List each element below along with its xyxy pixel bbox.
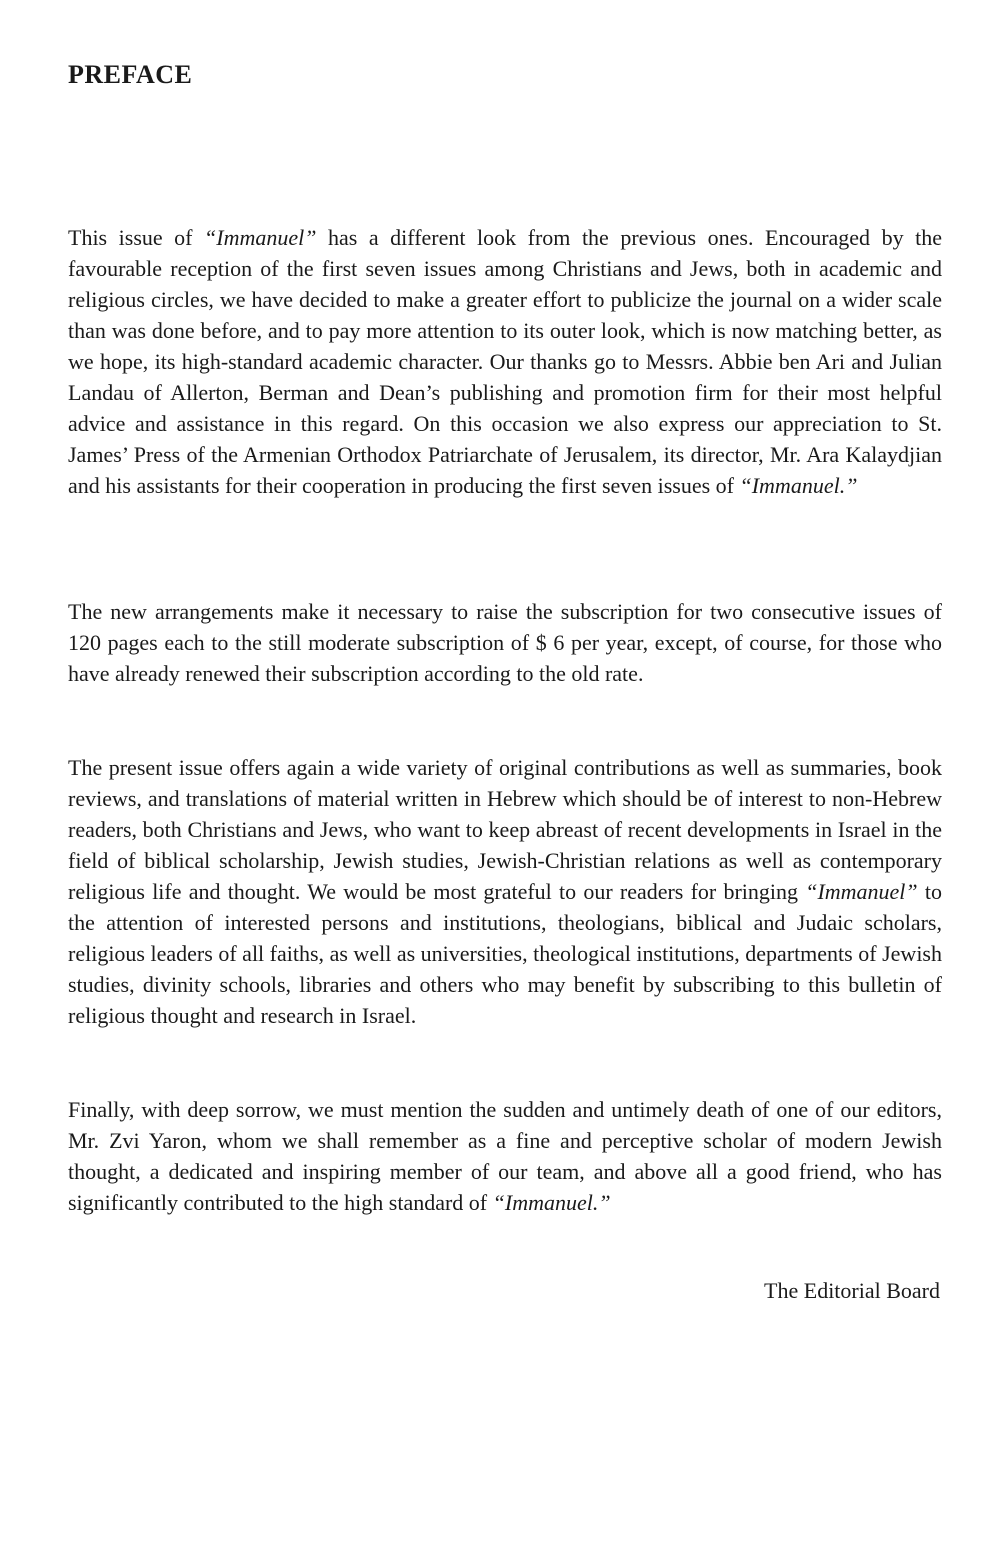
paragraph-subscription: The new arrangements make it necessary to raise the subscription for two consecutive issues of 120 pages each to the still moderate subscription of $ 6 per year, except, of course, for those who have already renewed their subscription according to the old rate. <box>68 599 942 686</box>
paragraph-text: The present issue offers again a wide variety of original contributions as well as summaries, book reviews, and translations of material written in Hebrew which should be of interest to non-Hebrew readers, both Christians and Jews, who want to keep abreast of recent developments in Israel in the field of biblical scholarship, Jewish studies, Jewish-Christian relations as well as contemporary religious life and thought. We would be most grateful to our readers for bringing <box>68 755 942 904</box>
journal-title: “Immanuel” <box>805 879 918 904</box>
paragraph-text: Finally, with deep sorrow, we must mention the sudden and untimely death of one of our editors, Mr. Zvi Yaron, whom we shall remember as a fine and perceptive scholar of modern Jewish thought, a dedicated and inspiring member of our team, and above all a good friend, who has significantly contributed to the high standard of <box>68 1097 942 1215</box>
paragraph-text: to the attention of interested persons and institutions, theologians, biblical and Judaic scholars, religious leaders of all faiths, as well as universities, theological institutions, departments of Jewish studies, divinity schools, libraries and others who may benefit by subscribing to this bulletin of religious thought and research in Israel. <box>68 879 942 1028</box>
paragraph-contents <box>68 752 942 1031</box>
page-title: PREFACE <box>68 60 193 89</box>
journal-title: “Immanuel.” <box>739 473 858 498</box>
journal-title: “Immanuel.” <box>492 1190 611 1215</box>
paragraph-memorial <box>68 1094 942 1218</box>
paragraph-intro <box>68 222 942 501</box>
paragraph-text: has a different look from the previous ones. Encouraged by the favourable reception of the first seven issues among Christians and Jews, both in academic and religious circles, we have decided to make a greater effort to publicize the journal on a wider scale than was done before, and to pay more attention to its outer look, which is now matching better, as we hope, its high-standard academic character. Our thanks go to Messrs. Abbie ben Ari and Julian Landau of Allerton, Berman and Dean’s publishing and promotion firm for their most helpful advice and assistance in this regard. On this occasion we also express our appreciation to St. James’ Press of the Armenian Orthodox Patriarchate of Jerusalem, its director, Mr. Ara Kalaydjian and his assistants for their cooperation in producing the first seven issues of <box>68 225 942 498</box>
paragraph-text: This issue of <box>68 225 205 250</box>
journal-title: “Immanuel” <box>204 225 317 250</box>
document-page <box>68 0 942 1562</box>
signature: The Editorial Board <box>764 1278 940 1303</box>
